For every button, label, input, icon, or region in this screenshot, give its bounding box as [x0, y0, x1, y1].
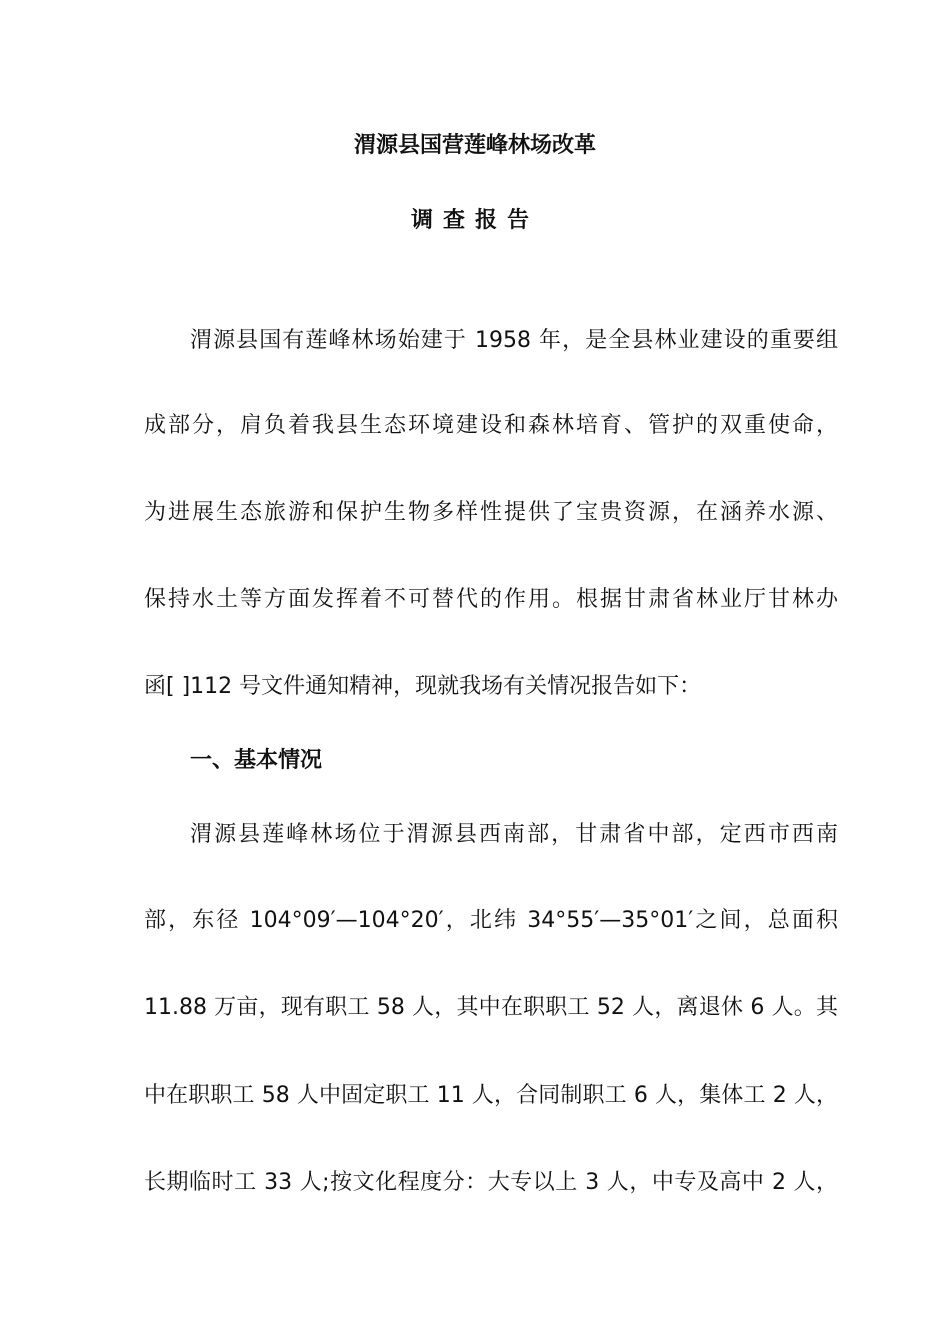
paragraph-line: 部，东径 104°09′—104°20′，北纬 34°55′—35°01′之间，总面积	[144, 908, 838, 933]
paragraph-line: 中在职职工 58 人中固定职工 11 人，合同制职工 6 人，集体工 2 人，	[144, 1083, 838, 1108]
paragraph-line: 渭源县莲峰林场位于渭源县西南部，甘肃省中部，定西市西南	[190, 822, 838, 847]
document-subtitle: 调查报告	[410, 208, 539, 233]
section-heading: 一、基本情况	[190, 748, 323, 773]
paragraph-line: 成部分，肩负着我县生态环境建设和森林培育、管护的双重使命，	[144, 413, 838, 438]
paragraph-line: 保持水土等方面发挥着不可替代的作用。根据甘肃省林业厅甘林办	[144, 587, 838, 612]
paragraph-line: 函[ ]112 号文件通知精神，现就我场有关情况报告如下：	[144, 674, 702, 699]
paragraph-line: 为进展生态旅游和保护生物多样性提供了宝贵资源，在涵养水源、	[144, 500, 838, 525]
document-title: 渭源县国营莲峰林场改革	[353, 133, 596, 158]
paragraph-line: 11.88 万亩，现有职工 58 人，其中在职职工 52 人，离退休 6 人。其	[144, 995, 838, 1020]
paragraph-line: 渭源县国有莲峰林场始建于 1958 年，是全县林业建设的重要组	[190, 328, 838, 353]
paragraph-line: 长期临时工 33 人;按文化程度分：大专以上 3 人，中专及高中 2 人，	[144, 1170, 838, 1195]
